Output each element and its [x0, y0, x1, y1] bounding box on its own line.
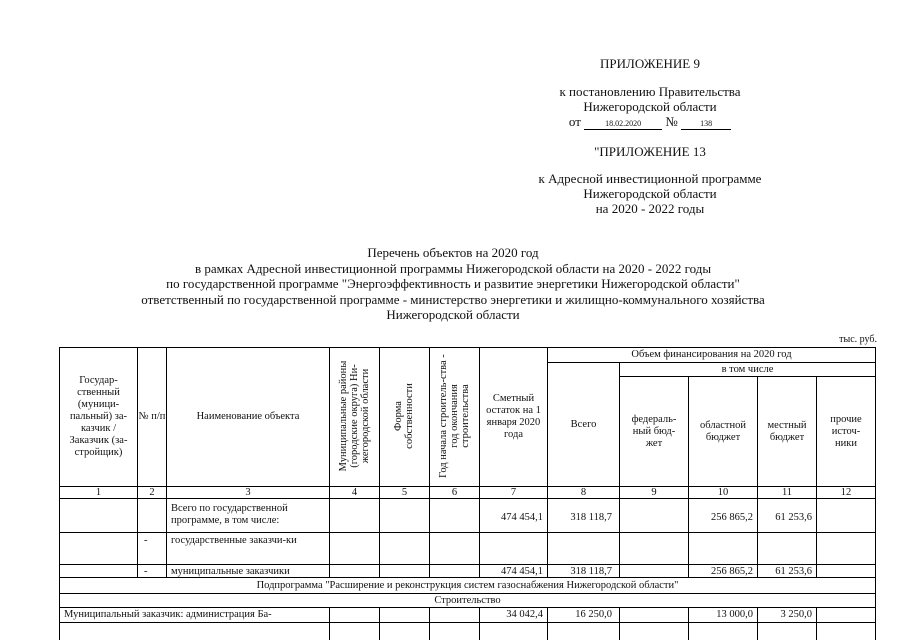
header-including: в том числе [721, 363, 774, 375]
row-municipal-balance: 474 454,1 [501, 566, 543, 577]
row-state-name: государственные заказчи-ки [171, 535, 297, 546]
row-total-sum: 318 118,7 [570, 512, 612, 523]
last-row-local: 3 250,0 [780, 609, 812, 620]
heading-line-1: Перечень объектов на 2020 год [367, 245, 539, 260]
document-heading [40, 245, 866, 323]
header-federal: федераль-ный бюд-жет [631, 413, 677, 449]
col-number-1: 1 [95, 486, 102, 498]
units-label: тыс. руб. [839, 334, 877, 345]
heading-line-5: Нижегородской области [386, 307, 520, 322]
appendix-line-1: к постановлению Правительства [559, 84, 741, 99]
appendix-title: ПРИЛОЖЕНИЕ 9 [600, 56, 700, 71]
last-row-regional: 13 000,0 [716, 609, 753, 620]
last-row-balance: 34 042,4 [506, 609, 543, 620]
header-years: Год начала строитель-ства - год окончания строительства [437, 354, 471, 478]
header-ownership: Форма собственности [393, 383, 415, 449]
col-number-2: 2 [149, 486, 155, 498]
row-total-name: Всего по государственной программе, в том числе: [171, 503, 288, 526]
header-number: № п/п [138, 411, 166, 422]
row-municipal-regional: 256 865,2 [711, 566, 753, 577]
heading-line-3: по государственной программе "Энергоэффективность и развитие энергетики Нижегородской области" [166, 276, 740, 291]
appendix13-line-3: на 2020 - 2022 годы [595, 201, 705, 216]
col-number-6: 6 [451, 486, 458, 498]
subprogram-title: Подпрограмма "Расширение и реконструкция систем газоснабжения Нижегородской области" [256, 579, 679, 591]
appendix13-line-1: к Адресной инвестиционной программе [538, 171, 762, 186]
appendix-line-2: Нижегородской области [583, 99, 717, 114]
row-municipal-name: муниципальные заказчики [171, 566, 290, 577]
col-number-10: 10 [717, 486, 729, 498]
heading-line-2: в рамках Адресной инвестиционной программы Нижегородской области на 2020 - 2022 годы [194, 260, 712, 276]
appendix-block [500, 56, 800, 216]
decree-number: 138 [681, 118, 731, 130]
last-row-sum: 16 250,0 [575, 609, 612, 620]
col-number-5: 5 [401, 486, 408, 498]
header-balance: Сметный остаток на 1 января 2020 года [486, 393, 541, 440]
header-local: местный бюджет [767, 419, 807, 443]
col-number-3: 3 [245, 486, 251, 498]
col-number-7: 7 [510, 486, 517, 498]
header-customer: Государ-ственный (муници-пальный) за-казчик / Заказчик (за-стройщик) [69, 375, 128, 458]
last-row-customer: Муниципальный заказчик: администрация Ба- [64, 609, 272, 620]
col-number-8: 8 [580, 486, 587, 498]
header-districts: Муниципальные районы (городские округа) Ни-жегородской области [337, 360, 371, 472]
col-number-9: 9 [651, 486, 657, 498]
appendix-date-line [500, 114, 800, 130]
appendix13-title: "ПРИЛОЖЕНИЕ 13 [594, 144, 706, 159]
heading-line-4: ответственный по государственной программе - министерство энергетики и жилищно-коммунального хозяйства [141, 291, 765, 307]
number-label: № [665, 114, 678, 129]
from-label: от [568, 114, 581, 129]
row-total-balance: 474 454,1 [501, 512, 543, 523]
col-number-12: 12 [840, 486, 852, 498]
col-number-4: 4 [351, 486, 358, 498]
header-total: Всего [570, 418, 597, 430]
header-object-name: Наименование объекта [196, 411, 300, 422]
row-municipal-sum: 318 118,7 [570, 566, 612, 577]
row-municipal-no: - [144, 566, 148, 577]
header-financing: Объем финансирования на 2020 год [631, 349, 792, 360]
section-title: Строительство [434, 594, 501, 606]
col-number-11: 11 [781, 486, 793, 498]
header-other: прочие источ-ники [830, 413, 862, 449]
row-total-local: 61 253,6 [775, 512, 812, 523]
row-total-regional: 256 865,2 [711, 512, 753, 523]
row-municipal-local: 61 253,6 [775, 566, 812, 577]
appendix13-line-2: Нижегородской области [583, 186, 717, 201]
row-state-no: - [144, 535, 148, 546]
decree-date: 18.02.2020 [584, 118, 662, 130]
header-regional: областной бюджет [700, 419, 746, 443]
